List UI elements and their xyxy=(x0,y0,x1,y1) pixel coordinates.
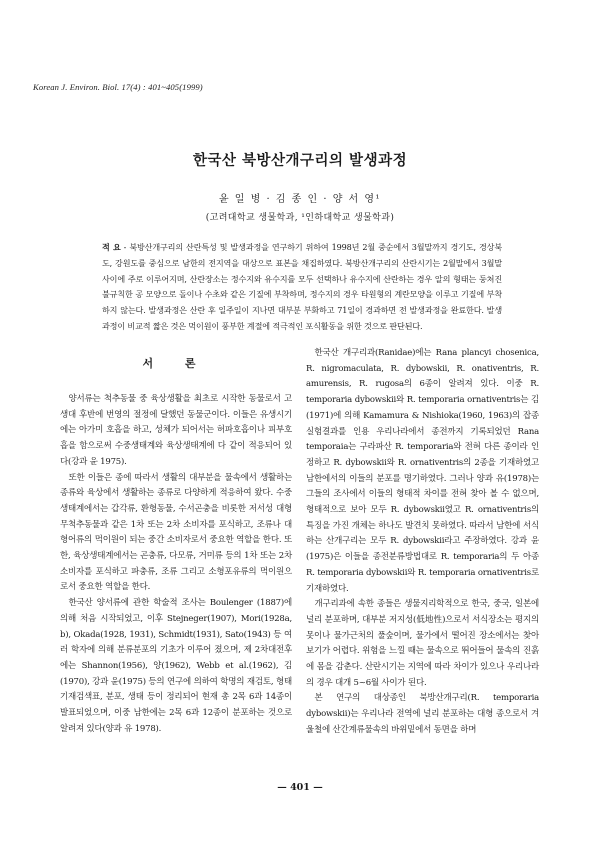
left-column xyxy=(60,392,292,737)
abstract xyxy=(102,240,502,335)
paragraph: 한국산 양서류에 관한 학술적 조사는 Boulenger (1887)에 의해 처음 시작되었고, 이후 Stejneger(1907), Mori(1928a, b), Okada(1928, 1931), Schmidt(1931), Sato(1943) 등 여러 학자에 의해 분류분포의 기초가 이루어 졌으며, 제 2차대전후에는 Shannon(1956), 양(1962), Webb et al.(1962), 김(1970), 강과 윤(1975) 등의 연구에 의하여 학명의 재검토, 형태기재검색표, 분포, 생태 등이 정리되어 현재 총 2목 6과 14종이 발표되었으며, 이중 남한에는 2목 6과 12종이 분포하는 것으로 알려져 있다(양과 유 1978). xyxy=(60,598,292,734)
paragraph: 한국산 개구리과(Ranidae)에는 Rana plancyi chosenica, R. nigromaculata, R. dybowskii, R. onativentris, R. amurensis, R. rugosa의 6종이 알려져 있다. 이중 R. temporaria dybowskii와 R. temporaria ornativentris는 김(1971)에 의해 Kamamura & Nishioka(1960, 1963)의 잡종실험결과를 인용 우리나라에서 종전까지 기록되었던 Rana temporaia는 구라파산 R. temporaria와 전혀 다른 종이라 인정하고 R. dybowskii와 R. ornativentris의 2종을 기재하였고 남한에서의 이들의 분포를 명기하였다. 그러나 양과 유(1978)는 그들의 조사에서 이들의 형태적 차이를 전혀 찾아 볼 수 없으며, 형태적으로 보아 모두 R. dybowskii였고 R. ornativentris의 특징을 가진 개체는 하나도 발견치 못하였다. 따라서 남한에 서식하는 산개구리는 모두 R. dybowskii라고 주장하였다. 강과 윤(1975)은 이들을 종전분류방법대로 R. temporaria의 두 아종 R. temporaria dybowskii와 R. temporaria ornativentris로 기재하였다. xyxy=(306,348,539,594)
author-affiliation: (고려대학교 생물학과, ¹인하대학교 생물학과) xyxy=(205,213,395,223)
journal-citation: Korean J. Environ. Biol. 17(4) : 401~405(1999) xyxy=(33,82,203,92)
section-heading-introduction: 서 론 xyxy=(142,357,210,370)
page-number: — 401 — xyxy=(277,782,323,793)
paragraph: 본 연구의 대상종인 북방산개구리(R. temporaria dybowskii)는 우리나라 전역에 널리 분포하는 대형 종으로서 겨울철에 산간계류물속의 바위밑에서 동면을 하며 xyxy=(306,693,539,735)
article-title: 한국산 북방산개구리의 발생과정 xyxy=(192,152,408,169)
paragraph: 양서류는 척추동물 중 육상생활을 최초로 시작한 동물로서 고생대 후반에 번영의 절정에 달했던 동물군이다. 이들은 유생시기에는 아가미 호흡을 하고, 성체가 되어서는 허파호흡이나 피부호흡을 함으로써 수중생태계와 육상생태계에 다 같이 적응되어 있다(강과 윤 1975). xyxy=(60,394,292,467)
paragraph: 개구리과에 속한 종들은 생물지리학적으로 한국, 중국, 일본에 널리 분포하며, 대부분 저지성(低地性)으로서 서식장소는 평지의 못이나 물가근처의 풀숲이며, 물가에서 떨어진 장소에서는 찾아보기가 어렵다. 위험을 느낄 때는 물속으로 뛰어들어 물속의 진흙에 몸을 감춘다. 산란시기는 지역에 따라 차이가 있으나 우리나라의 경우 대개 5~6월 사이가 된다. xyxy=(306,599,539,688)
author-list: 윤 일 병 · 김 종 인 · 양 서 영¹ xyxy=(218,194,382,205)
abstract-text: - 북방산개구리의 산란특성 및 발생과정을 연구하기 위하여 1998년 2월 중순에서 3월말까지 경기도, 경상북도, 강원도를 중심으로 남한의 전지역을 대상으로 표본을 채집하였다. 북방산개구리의 산란시기는 2월말에서 3월말사이에 주로 이루어지며, 산란장소는 정수지와 유수지를 모두 선택하나 유수지에 산란하는 경우 알의 형태는 둥쳐진 불규칙한 공 모양으로 돌이나 수초와 같은 기질에 부착하며, 정수지의 경우 타원형의 계란모양을 이루고 기질에 부착하지 않는다. 발생과정은 산란 후 일주일이 지나면 대부분 부화하고 71일이 경과하면 전 발생과정을 완료한다. 발생과정이 비교적 짧은 것은 먹이원이 풍부한 계절에 적극적인 포식활동을 위한 것으로 판단된다. xyxy=(102,242,502,331)
paragraph: 또한 이들은 종에 따라서 생활의 대부분을 물속에서 생활하는 종류와 육상에서 생활하는 종류로 다양하게 적응하여 왔다. 수중생태계에서는 갑각류, 환형동물, 수서곤충을 비롯한 저서성 대형무척추동물과 같은 1차 또는 2차 소비자를 포식하고, 조류나 대형어류의 먹이원이 되는 중간 소비자로서 중요한 역할을 한다. 또한, 육상생태계에서는 곤충류, 다모류, 거미류 등의 1차 또는 2차 소비자를 포식하고 파충류, 조류 그리고 소형포유류의 먹이원으로서 중요한 역할을 한다. xyxy=(60,472,292,593)
right-column xyxy=(306,346,539,739)
abstract-label: 적 요 xyxy=(102,242,121,252)
